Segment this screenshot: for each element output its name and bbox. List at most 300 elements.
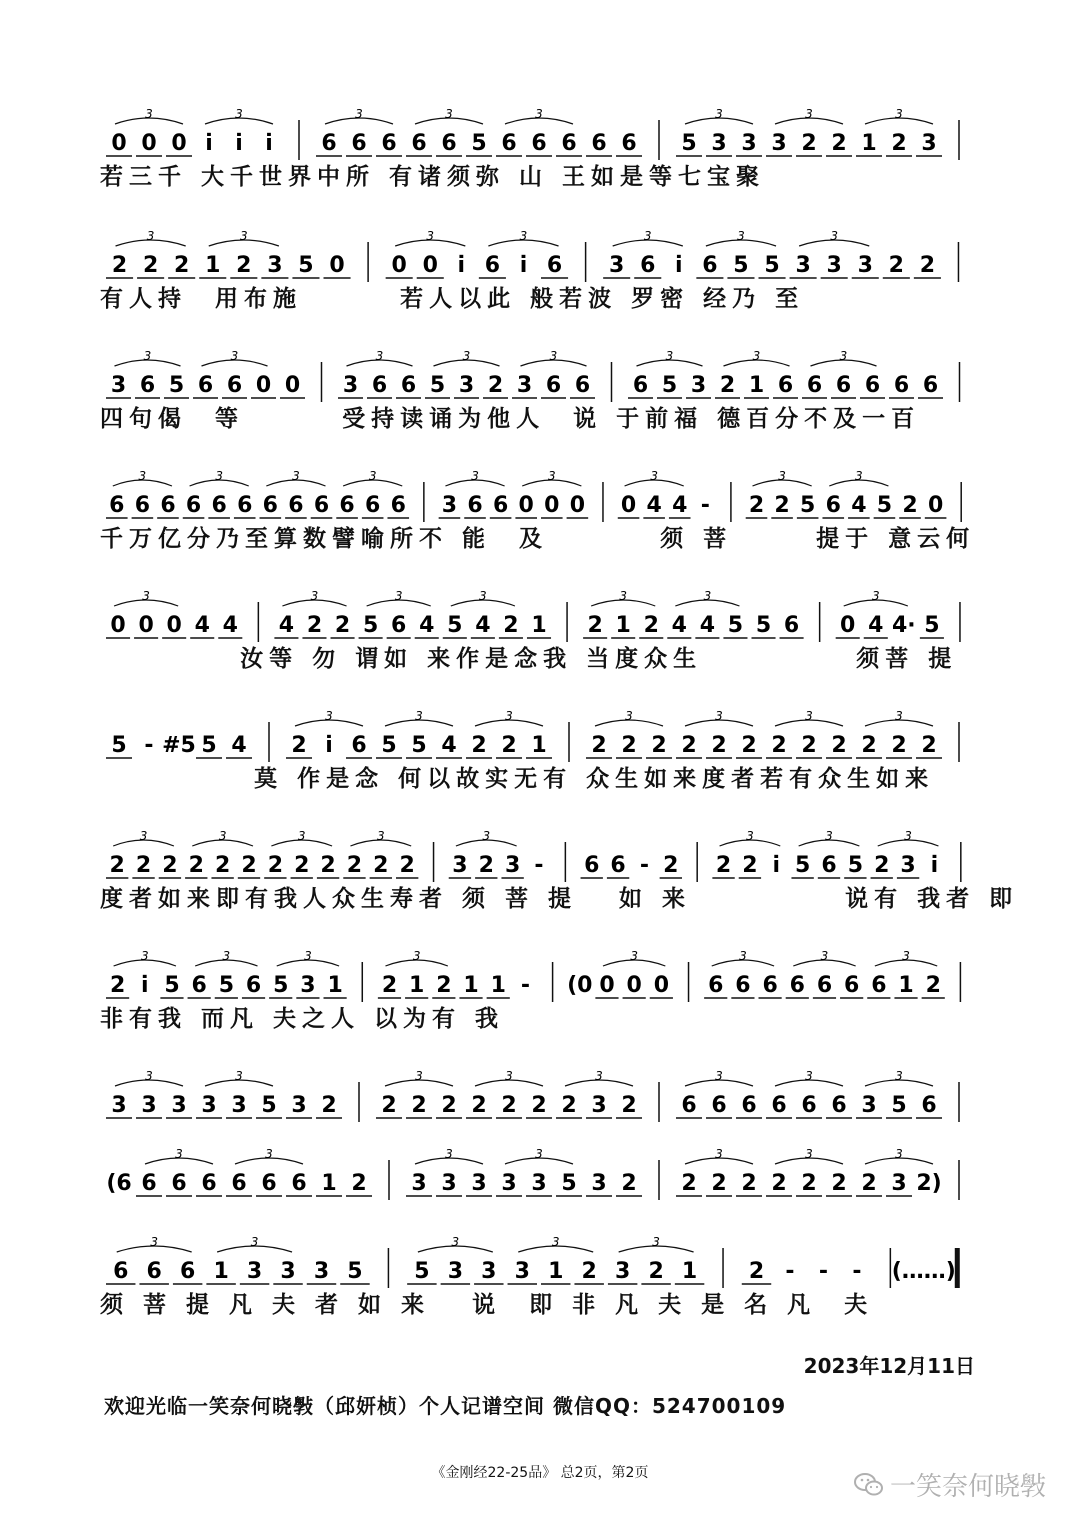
note: 6 bbox=[771, 1093, 787, 1118]
triplet-number: 3 bbox=[652, 1235, 660, 1249]
note: 5 bbox=[794, 853, 811, 878]
note: 0 bbox=[110, 613, 126, 638]
note: 2 bbox=[591, 733, 607, 758]
triplet-number: 3 bbox=[715, 1069, 723, 1083]
triplet-number: 3 bbox=[146, 229, 155, 243]
score-line bbox=[100, 949, 980, 1042]
triplet-number: 3 bbox=[222, 949, 231, 963]
note: 0 bbox=[255, 373, 272, 398]
note: 2 bbox=[831, 1171, 847, 1196]
note: 6 bbox=[245, 973, 262, 998]
note: - bbox=[534, 853, 544, 878]
triplet-number: 3 bbox=[412, 949, 421, 963]
triplet-number: 3 bbox=[855, 469, 863, 483]
note: 3 bbox=[609, 253, 625, 278]
note: 3 bbox=[826, 253, 842, 278]
triplet-number: 3 bbox=[250, 1235, 259, 1249]
note: 3 bbox=[452, 853, 468, 878]
note: 4 bbox=[699, 613, 716, 638]
note: 3 bbox=[514, 1259, 530, 1284]
triplet-number: 3 bbox=[235, 1069, 243, 1083]
note: 2 bbox=[681, 1171, 697, 1196]
note: 4 bbox=[222, 613, 238, 638]
triplet-number: 3 bbox=[215, 469, 223, 483]
note: 6 bbox=[291, 1171, 307, 1196]
note: 3 bbox=[516, 373, 533, 398]
note: 3 bbox=[504, 853, 521, 878]
note: 6 bbox=[762, 973, 778, 998]
note: 3 bbox=[171, 1093, 187, 1118]
triplet-number: 3 bbox=[715, 1147, 723, 1161]
note: 2 bbox=[921, 733, 937, 758]
note: 2 bbox=[621, 1093, 637, 1118]
lyric-line: 四句偈 等 受持读诵为他人 说 于前福 德百分不及一百 bbox=[100, 406, 921, 432]
triplet-number: 3 bbox=[138, 469, 147, 483]
note: 6 bbox=[134, 493, 151, 518]
note: 2 bbox=[471, 733, 487, 758]
triplet-number: 3 bbox=[895, 107, 903, 121]
triplet-number: 3 bbox=[140, 949, 149, 963]
note: 2 bbox=[831, 733, 847, 758]
score-line bbox=[100, 469, 980, 562]
note: 3 bbox=[300, 973, 316, 998]
note: 2 bbox=[748, 493, 765, 518]
note: 2 bbox=[711, 733, 727, 758]
note: 6 bbox=[441, 131, 457, 156]
triplet-number: 3 bbox=[240, 229, 248, 243]
note: 0 bbox=[620, 493, 637, 518]
triplet-number: 3 bbox=[445, 1147, 453, 1161]
note: 0 bbox=[653, 973, 669, 998]
triplet-number: 3 bbox=[752, 349, 761, 363]
note: 6 bbox=[411, 131, 427, 156]
note: 4 bbox=[278, 613, 295, 638]
note: 0 bbox=[927, 493, 944, 518]
note: 1 bbox=[490, 973, 506, 998]
note: 3 bbox=[246, 1259, 263, 1284]
triplet-number: 3 bbox=[218, 829, 227, 843]
note: 2 bbox=[351, 1171, 367, 1196]
note: 2 bbox=[471, 1093, 487, 1118]
score-line bbox=[100, 709, 980, 802]
triplet-number: 3 bbox=[143, 349, 152, 363]
note: 6 bbox=[871, 973, 887, 998]
note: 3 bbox=[447, 1259, 464, 1284]
triplet-number: 3 bbox=[376, 829, 385, 843]
note: 6 bbox=[113, 1259, 129, 1284]
triplet-number: 3 bbox=[145, 107, 153, 121]
note: 2 bbox=[236, 253, 252, 278]
note: i̇ bbox=[772, 853, 781, 878]
triplet-number: 3 bbox=[375, 349, 384, 363]
triplet-number: 3 bbox=[139, 829, 148, 843]
note: 4 bbox=[671, 613, 687, 638]
note: 5 bbox=[429, 373, 446, 398]
note: 2 bbox=[188, 853, 204, 878]
note: 0 bbox=[166, 613, 182, 638]
note: 5 bbox=[755, 613, 772, 638]
credit-line: 欢迎光临一笑奈何晓斅（邱妍桢）个人记谱空间 微信QQ：524700109 bbox=[104, 1394, 787, 1418]
note: 3 bbox=[291, 1093, 307, 1118]
note: 6 bbox=[893, 373, 910, 398]
note: 3 bbox=[441, 1171, 457, 1196]
note: - bbox=[144, 733, 154, 758]
note: 3 bbox=[141, 1093, 157, 1118]
note: 2 bbox=[267, 853, 284, 878]
note: 3 bbox=[591, 1171, 607, 1196]
note: 6 bbox=[632, 373, 649, 398]
triplet-number: 3 bbox=[830, 229, 838, 243]
lyric-line: 莫 作是念 何以故实无有 众生如来度者若有众生如来 bbox=[100, 766, 935, 792]
note: 6 bbox=[313, 493, 330, 518]
triplet-number: 3 bbox=[394, 589, 403, 603]
note: 2 bbox=[399, 853, 415, 878]
note: - bbox=[785, 1259, 795, 1284]
note: 3 bbox=[711, 131, 727, 156]
note: 2 bbox=[801, 1171, 817, 1196]
triplet-number: 3 bbox=[230, 349, 239, 363]
note: 1 bbox=[205, 253, 221, 278]
triplet-number: 3 bbox=[426, 229, 435, 243]
triplet-number: 3 bbox=[535, 1147, 543, 1161]
note: 6 bbox=[179, 1259, 196, 1284]
note: - bbox=[639, 853, 650, 878]
note: 5 bbox=[347, 1259, 363, 1284]
triplet-number: 3 bbox=[310, 589, 319, 603]
note: 6 bbox=[371, 373, 388, 398]
note: 6 bbox=[262, 493, 278, 518]
note: 3 bbox=[690, 373, 707, 398]
note: 2 bbox=[501, 733, 517, 758]
note: 5 bbox=[764, 253, 780, 278]
note: 6 bbox=[545, 373, 562, 398]
note: 6 bbox=[806, 373, 823, 398]
note: 3 bbox=[861, 1093, 877, 1118]
note: 6 bbox=[467, 493, 483, 518]
note: 2 bbox=[162, 853, 178, 878]
note: 6 bbox=[831, 1093, 847, 1118]
note: #5 bbox=[162, 733, 196, 758]
note: 4 bbox=[441, 733, 457, 758]
note: - bbox=[520, 973, 530, 998]
note: 1 bbox=[409, 973, 425, 998]
triplet-number: 3 bbox=[145, 1069, 153, 1083]
note: 2 bbox=[741, 1171, 757, 1196]
triplet-number: 3 bbox=[715, 709, 723, 723]
note: 2 bbox=[381, 1093, 397, 1118]
note: 0 bbox=[569, 493, 586, 518]
notes-line bbox=[100, 1147, 980, 1210]
note: 2 bbox=[381, 973, 398, 998]
note: 6 bbox=[231, 1171, 247, 1196]
note: 0 bbox=[138, 613, 154, 638]
note: 3 bbox=[471, 1171, 487, 1196]
note: 6 bbox=[922, 373, 939, 398]
note: 6 bbox=[141, 1171, 157, 1196]
triplet-number: 3 bbox=[805, 107, 813, 121]
note: i̇ bbox=[457, 253, 466, 278]
triplet-number: 3 bbox=[265, 1147, 273, 1161]
lyric-line: 度者如来即有我人众生寿者 须 菩 提 如 来 说有 我者 即 bbox=[100, 886, 1019, 912]
watermark bbox=[854, 1466, 1046, 1503]
note: 1 bbox=[898, 973, 914, 998]
note: 2 bbox=[487, 373, 504, 398]
note: 6 bbox=[201, 1171, 217, 1196]
triplet-number: 3 bbox=[551, 1235, 560, 1249]
note: 1 bbox=[213, 1259, 229, 1284]
note: 6 bbox=[789, 973, 805, 998]
triplet-number: 3 bbox=[895, 1069, 903, 1083]
note: i̇ bbox=[930, 853, 939, 878]
note: 5 bbox=[298, 253, 314, 278]
note: 6 bbox=[171, 1171, 187, 1196]
triplet-number: 3 bbox=[805, 1147, 813, 1161]
note: 6 bbox=[591, 131, 607, 156]
wechat-icon bbox=[854, 1472, 884, 1498]
triplet-number: 3 bbox=[805, 1069, 813, 1083]
score-line bbox=[100, 589, 980, 682]
note: 3 bbox=[921, 131, 937, 156]
triplet-number: 3 bbox=[595, 1069, 603, 1083]
triplet-number: 3 bbox=[619, 589, 628, 603]
triplet-number: 3 bbox=[643, 229, 652, 243]
note: 5 bbox=[261, 1093, 277, 1118]
triplet-number: 3 bbox=[175, 1147, 183, 1161]
note: 6 bbox=[501, 131, 517, 156]
note: 2 bbox=[888, 253, 904, 278]
note: 2 bbox=[801, 131, 817, 156]
score-line bbox=[100, 1235, 980, 1328]
note: 5 bbox=[447, 613, 463, 638]
note: 3 bbox=[741, 131, 757, 156]
lyric-line: 须 菩 提 凡 夫 者 如 来 说 即 非 凡 夫 是 名 凡 夫 bbox=[100, 1292, 874, 1318]
note: 6 bbox=[681, 1093, 697, 1118]
triplet-number: 3 bbox=[519, 229, 528, 243]
note: 2 bbox=[501, 1093, 517, 1118]
note: 2 bbox=[320, 853, 336, 878]
note: 2 bbox=[373, 853, 389, 878]
note: i̇ bbox=[325, 733, 333, 758]
note: 2 bbox=[643, 613, 659, 638]
note: (0 bbox=[567, 973, 593, 998]
note: 6 bbox=[711, 1093, 727, 1118]
note: 6 bbox=[160, 493, 176, 518]
note: 2 bbox=[174, 253, 190, 278]
triplet-number: 3 bbox=[825, 829, 833, 843]
note: 5 bbox=[164, 973, 180, 998]
note: 3 bbox=[771, 131, 787, 156]
lyric-line: 若三千 大千世界中所 有诸须弥 山 王如是等七宝聚 bbox=[100, 164, 766, 190]
note: 2 bbox=[561, 1093, 577, 1118]
note: 3 bbox=[501, 1171, 517, 1196]
triplet-number: 3 bbox=[547, 469, 556, 483]
note: 6 bbox=[339, 493, 355, 518]
triplet-number: 3 bbox=[715, 107, 723, 121]
triplet-number: 3 bbox=[462, 349, 471, 363]
note: 6 bbox=[492, 493, 509, 518]
note: 4 bbox=[194, 613, 210, 638]
note: 0 bbox=[329, 253, 345, 278]
note: 2 bbox=[142, 253, 159, 278]
note: 0 bbox=[284, 373, 301, 398]
note: 5 bbox=[561, 1171, 577, 1196]
note: 2 bbox=[291, 733, 307, 758]
triplet-number: 3 bbox=[820, 949, 829, 963]
triplet-number: 3 bbox=[355, 107, 363, 121]
note: 6 bbox=[777, 373, 794, 398]
lyric-line: 非有我 而凡 夫之人 以为有 我 bbox=[100, 1006, 505, 1032]
note: 2 bbox=[214, 853, 231, 878]
score-line bbox=[100, 229, 980, 322]
triplet-number: 3 bbox=[650, 469, 658, 483]
note: 2 bbox=[771, 1171, 787, 1196]
note: 2 bbox=[741, 733, 757, 758]
triplet-number: 3 bbox=[739, 949, 747, 963]
note: 6 bbox=[864, 373, 881, 398]
note: 1 bbox=[463, 973, 479, 998]
note: 2 bbox=[711, 1171, 727, 1196]
note: 6 bbox=[226, 373, 243, 398]
note: - bbox=[852, 1259, 862, 1284]
note: 5 bbox=[414, 1259, 430, 1284]
note: 5 bbox=[168, 373, 185, 398]
note: 6 bbox=[191, 973, 207, 998]
note: 5 bbox=[924, 613, 940, 638]
lyric-line: 汝等 勿 谓如 来作是念我 当度众生 须菩 提 bbox=[100, 646, 958, 672]
note: 2 bbox=[748, 1259, 765, 1284]
note: 2 bbox=[774, 493, 790, 518]
note: 6 bbox=[390, 493, 406, 518]
note: 6 bbox=[381, 131, 397, 156]
score-line bbox=[100, 1147, 980, 1240]
note: 2 bbox=[801, 733, 817, 758]
note: i̇ bbox=[205, 131, 213, 156]
note: (6 bbox=[106, 1171, 132, 1196]
notes-line bbox=[100, 1069, 980, 1132]
triplet-number: 3 bbox=[304, 949, 312, 963]
note: 6 bbox=[621, 131, 637, 156]
note: 2 bbox=[321, 1093, 337, 1118]
note: 1 bbox=[548, 1259, 564, 1284]
note: 3 bbox=[111, 1093, 127, 1118]
score-line bbox=[100, 107, 980, 200]
note: 0 bbox=[544, 493, 560, 518]
note: 2 bbox=[648, 1259, 664, 1284]
note: 4 bbox=[419, 613, 435, 638]
note: 0 bbox=[391, 253, 407, 278]
note: 1 bbox=[531, 733, 547, 758]
note: i̇ bbox=[519, 253, 528, 278]
note: 4 bbox=[868, 613, 884, 638]
note: 2 bbox=[663, 853, 679, 878]
note: 2 bbox=[587, 613, 603, 638]
note: 2 bbox=[581, 1259, 597, 1284]
note: 3 bbox=[795, 253, 811, 278]
note: 3 bbox=[531, 1171, 547, 1196]
note: 2 bbox=[111, 253, 128, 278]
note: 2 bbox=[719, 373, 736, 398]
note: 2 bbox=[715, 853, 732, 878]
note: 2 bbox=[441, 1093, 457, 1118]
note: 0 bbox=[599, 973, 615, 998]
date-label: 2023年12月11日 bbox=[803, 1354, 975, 1378]
note: 3 bbox=[313, 1259, 330, 1284]
note: 1 bbox=[861, 131, 877, 156]
score-line bbox=[100, 829, 1019, 922]
note: 6 bbox=[821, 853, 837, 878]
note: 6 bbox=[146, 1259, 162, 1284]
note: 6 bbox=[237, 493, 253, 518]
note: 5 bbox=[218, 973, 234, 998]
note: 2 bbox=[831, 131, 847, 156]
note: 5 bbox=[411, 733, 427, 758]
note: 5 bbox=[273, 973, 289, 998]
lyric-line: 千万亿分乃至算数譬喻所不 能 及 须 菩 提于 意云何 bbox=[100, 526, 976, 552]
triplet-number: 3 bbox=[737, 229, 745, 243]
note: - bbox=[700, 493, 710, 518]
triplet-number: 3 bbox=[871, 589, 880, 603]
note: 3 bbox=[342, 373, 359, 398]
note: 2 bbox=[891, 131, 907, 156]
note: 6 bbox=[351, 733, 367, 758]
note: 3 bbox=[411, 1171, 427, 1196]
note: 6 bbox=[735, 973, 751, 998]
note: 2 bbox=[919, 253, 936, 278]
note: 5 bbox=[727, 613, 744, 638]
triplet-number: 3 bbox=[297, 829, 306, 843]
triplet-number: 3 bbox=[895, 709, 903, 723]
note: 6 bbox=[610, 853, 626, 878]
note: 3 bbox=[110, 373, 127, 398]
triplet-number: 3 bbox=[451, 1235, 460, 1249]
note: 6 bbox=[584, 853, 600, 878]
note: 6 bbox=[561, 131, 577, 156]
note: 2 bbox=[874, 853, 890, 878]
note: 6 bbox=[185, 493, 202, 518]
triplet-number: 3 bbox=[630, 949, 638, 963]
note: 6 bbox=[816, 973, 833, 998]
note: 6 bbox=[391, 613, 407, 638]
note: 2 bbox=[651, 733, 667, 758]
note: 2 bbox=[681, 733, 697, 758]
note: 0 bbox=[518, 493, 534, 518]
note: 1 bbox=[681, 1259, 698, 1284]
note: 6 bbox=[921, 1093, 937, 1118]
note: 4· bbox=[892, 613, 916, 638]
note: 6 bbox=[139, 373, 156, 398]
note: 6 bbox=[708, 973, 724, 998]
note: 6 bbox=[197, 373, 214, 398]
note: 3 bbox=[857, 253, 873, 278]
note: 0 bbox=[171, 131, 187, 156]
note: 2 bbox=[742, 853, 758, 878]
triplet-number: 3 bbox=[150, 1235, 159, 1249]
note: 2 bbox=[503, 613, 519, 638]
triplet-number: 3 bbox=[895, 1147, 903, 1161]
note: 6 bbox=[351, 131, 367, 156]
note: 5 bbox=[471, 131, 487, 156]
note: 6 bbox=[109, 493, 125, 518]
note: 2 bbox=[621, 733, 637, 758]
page-footer: 《金刚经22-25品》 总2页，第2页 bbox=[431, 1465, 649, 1481]
note: 2) bbox=[916, 1171, 942, 1196]
triplet-number: 3 bbox=[904, 829, 912, 843]
note: 6 bbox=[844, 973, 860, 998]
note: 1 bbox=[327, 973, 343, 998]
note: 4 bbox=[851, 493, 867, 518]
watermark-text: 一笑奈何晓斅 bbox=[889, 1472, 1046, 1502]
triplet-number: 3 bbox=[142, 589, 150, 603]
